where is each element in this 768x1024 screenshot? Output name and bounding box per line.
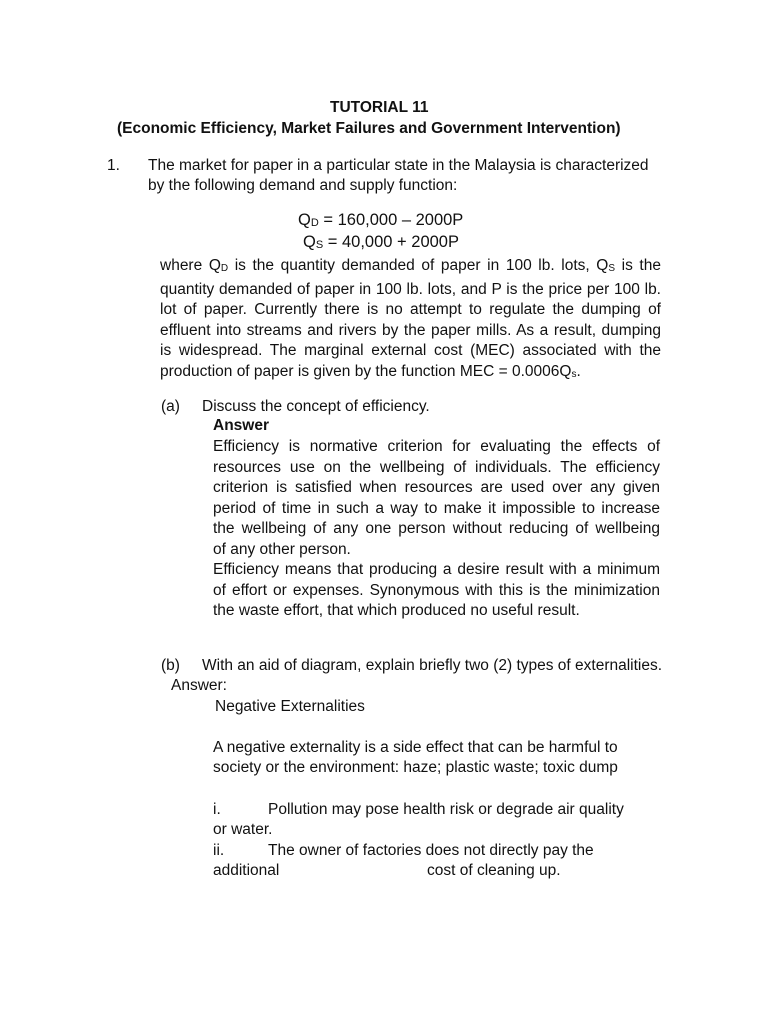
where-line: lot of paper. Currently there is no attempt to regulate the dumping of bbox=[160, 301, 661, 318]
part-a-answer-heading: Answer bbox=[213, 417, 269, 434]
point-ii-continuation-b: cost of cleaning up. bbox=[427, 862, 561, 879]
definition-line-1: A negative externality is a side effect that can be harmful to bbox=[213, 739, 618, 756]
answer-line: of effort or expenses. Synonymous with this is the minimization bbox=[213, 581, 660, 599]
supply-var: Q bbox=[303, 233, 316, 251]
document-subtitle: (Economic Efficiency, Market Failures and Government Intervention) bbox=[117, 120, 621, 137]
point-i-label: i. bbox=[213, 801, 221, 818]
where-line: is widespread. The marginal external cost (MEC) associated with the bbox=[160, 342, 661, 359]
where-sub: D bbox=[220, 263, 229, 274]
answer-line: period of time in such a way to make it impossible to increase bbox=[213, 499, 660, 517]
part-b-label: (b) bbox=[161, 657, 180, 674]
point-ii-text: The owner of factories does not directly pay the bbox=[268, 842, 594, 859]
part-a-question: Discuss the concept of efficiency. bbox=[202, 398, 430, 415]
part-b-question: With an aid of diagram, explain briefly two (2) types of externalities. bbox=[202, 657, 663, 674]
question-line-2: by the following demand and supply function: bbox=[148, 177, 458, 194]
point-i-continuation: or water. bbox=[213, 821, 273, 838]
answer-line: the wellbeing of any one person without reducing of wellbeing bbox=[213, 520, 660, 537]
supply-sub: S bbox=[315, 239, 324, 251]
point-ii-label: ii. bbox=[213, 842, 225, 859]
part-a-label: (a) bbox=[161, 398, 180, 415]
question-number: 1. bbox=[107, 157, 120, 174]
answer-line: Efficiency means that producing a desire result with a minimum bbox=[213, 561, 660, 578]
definition-line-2: society or the environment: haze; plastic waste; toxic dump bbox=[213, 759, 618, 776]
where-text: . bbox=[576, 362, 581, 380]
where-line bbox=[160, 362, 661, 386]
answer-line: the waste effort, that which produced no useful result. bbox=[213, 602, 580, 619]
answer-line: resources use on the wellbeing of individuals. The efficiency bbox=[213, 458, 660, 476]
where-paragraph bbox=[160, 256, 661, 385]
part-a-paragraph-2 bbox=[213, 560, 660, 622]
demand-rhs: = 160,000 – 2000P bbox=[318, 211, 464, 229]
answer-line: criterion is satisfied when resources are used over any given bbox=[213, 479, 660, 496]
answer-line: Efficiency is normative criterion for evaluating the effects of bbox=[213, 438, 660, 455]
point-ii-continuation-a: additional bbox=[213, 862, 280, 879]
demand-sub: D bbox=[310, 217, 319, 229]
where-line: effluent into streams and rivers by the paper mills. As a result, dumping bbox=[160, 321, 661, 339]
answer-line: of any other person. bbox=[213, 540, 351, 558]
where-sub: S bbox=[608, 263, 616, 274]
where-text: is the bbox=[615, 257, 661, 274]
supply-rhs: = 40,000 + 2000P bbox=[323, 233, 459, 251]
where-line bbox=[160, 256, 661, 280]
demand-var: Q bbox=[298, 211, 311, 229]
question-line-1: The market for paper in a particular state in the Malaysia is characterized bbox=[148, 157, 649, 174]
where-text: is the quantity demanded of paper in 100 lb. lots, Q bbox=[228, 257, 609, 274]
negative-externalities-heading: Negative Externalities bbox=[215, 698, 365, 715]
demand-equation bbox=[298, 211, 463, 230]
point-i-text: Pollution may pose health risk or degrade air quality bbox=[268, 801, 624, 818]
supply-equation bbox=[303, 233, 459, 252]
where-text: where Q bbox=[160, 257, 221, 274]
where-line: quantity demanded of paper in 100 lb. lots, and P is the price per 100 lb. bbox=[160, 280, 661, 298]
where-sub: s bbox=[571, 368, 577, 380]
part-a-paragraph-1 bbox=[213, 437, 660, 560]
part-b-answer-label: Answer: bbox=[171, 677, 227, 694]
where-text: production of paper is given by the function MEC = 0.0006Q bbox=[160, 362, 572, 380]
document-title: TUTORIAL 11 bbox=[330, 99, 429, 116]
